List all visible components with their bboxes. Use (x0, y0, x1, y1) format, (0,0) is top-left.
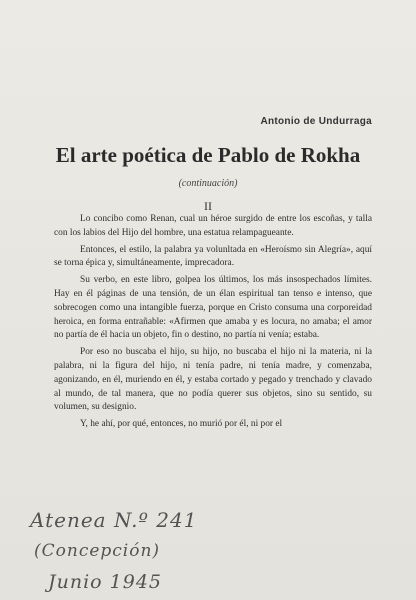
paragraph: Y, he ahí, por qué, entonces, no murió por él, ni por el (80, 419, 283, 430)
author-name: Antonio de Undurraga (260, 116, 372, 127)
section-number: II (204, 199, 212, 213)
handwritten-date: Junio 1945 (48, 571, 162, 593)
paragraph: Por eso no buscaba el hijo, su hijo, no buscaba el hijo ni la materia, ni la palabra, ni la figura del hijo, ni tenía padre, ni tenía madre, y comenzaba, agonizando, en él, muriendo en él, y estaba cortado y pegado y trenchado y clavado al mundo, de tal manera, que no podía querer sus objetos, sino su sentido, su volumen, su designio. (54, 347, 372, 413)
article-subtitle: (continuación) (178, 178, 238, 189)
paragraph: Lo concibo como Renan, cual un héroe surgido de entre los escoñas, y talla con los labios del Hijo del hombre, una estatua relampagueante. (54, 214, 372, 238)
article-body (54, 213, 372, 435)
paragraph: Su verbo, en este libro, golpea los últimos, los más insospechados límites. Hay en él páginas de una tensión, de un élan espiritual tan tenso e intenso, que sobrecogen como una intangible fuerza, porque en Cristo consuma una corporeidad heroica, en forma entrañable: «Afirmen que amaba y es locura, no amaba; el amor no partía de él hacia un objeto, fin o destino, no partía ni venía; estaba. (54, 275, 372, 341)
paragraph: Entonces, el estilo, la palabra ya volunltada en «Heroísmo sin Alegría», aquí se torna épica y, simultáneamente, imprecadora. (54, 244, 372, 269)
article-title: El arte poética de Pablo de Rokha (55, 143, 361, 167)
handwritten-city: (Concepción) (34, 541, 161, 561)
handwritten-source: Atenea N.º 241 (30, 508, 198, 532)
